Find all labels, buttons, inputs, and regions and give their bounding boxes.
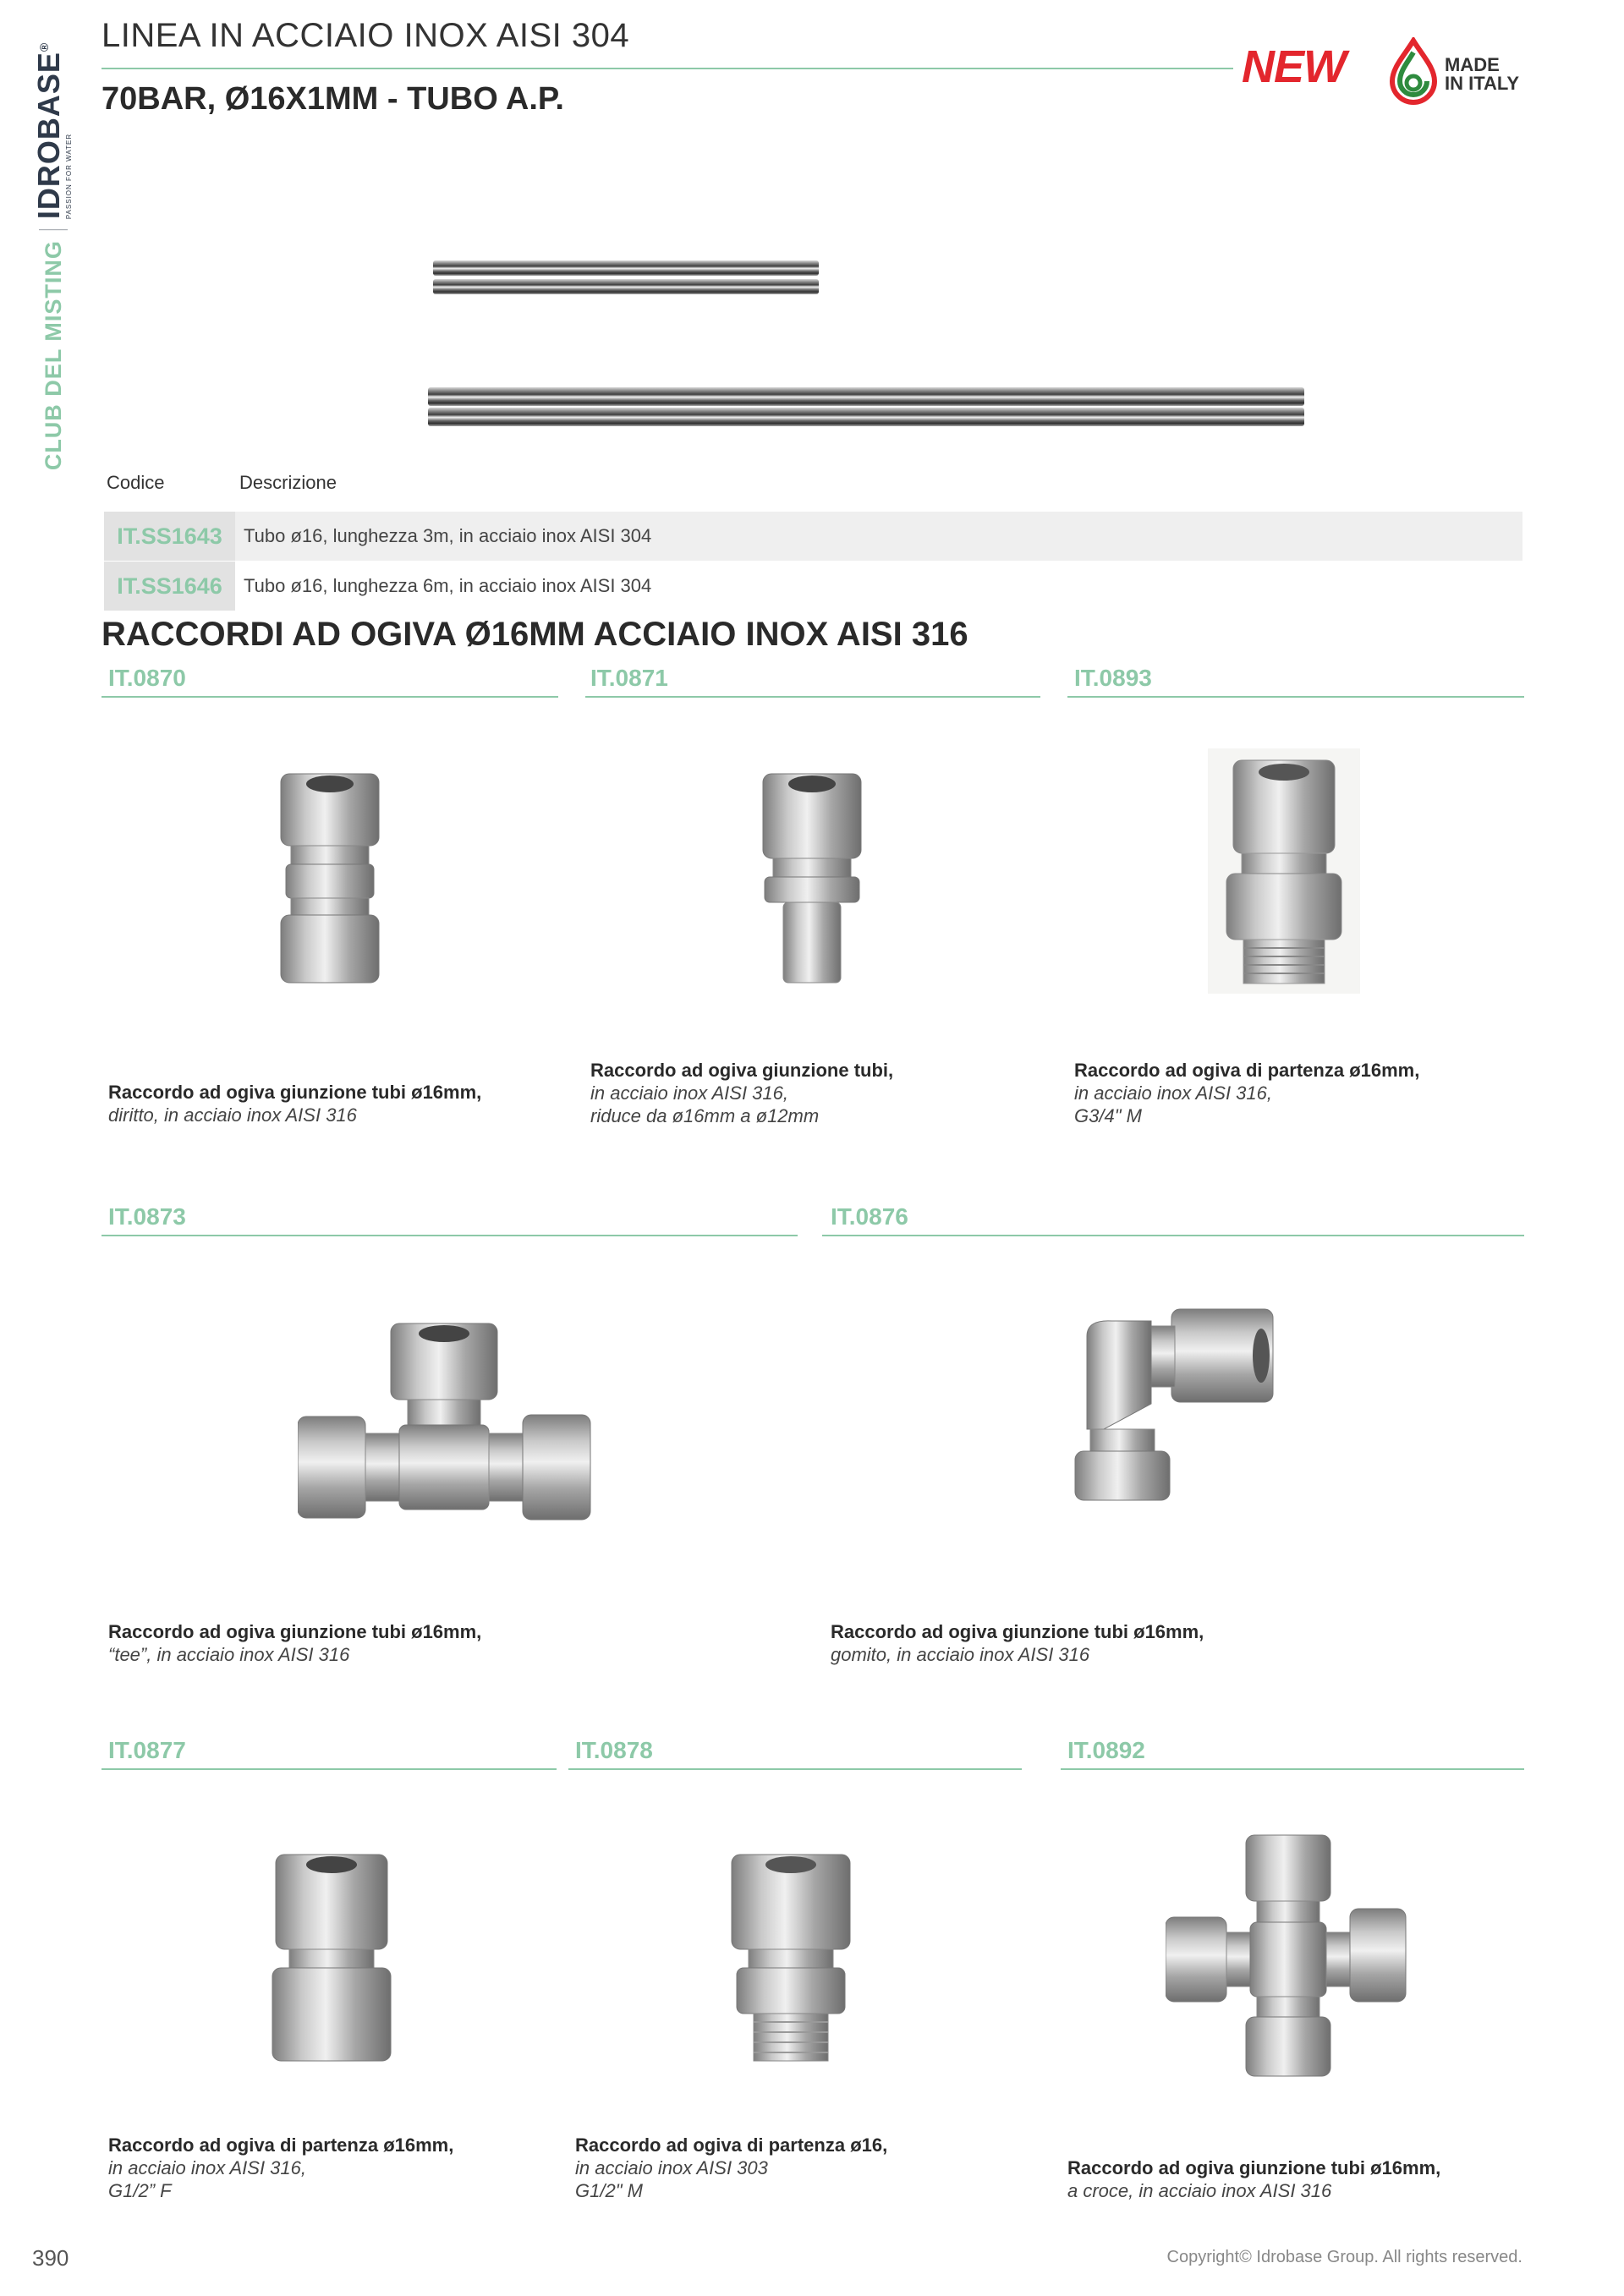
product-description: Tubo ø16, lunghezza 3m, in acciaio inox AISI 304	[244, 525, 652, 546]
product-desc-line: in acciaio inox AISI 316,	[1074, 1082, 1272, 1104]
product-desc-line: G3/4" M	[1074, 1105, 1142, 1126]
product-name: Raccordo ad ogiva giunzione tubi ø16mm,	[1067, 2157, 1441, 2178]
product-desc-line: G1/2” F	[108, 2180, 172, 2201]
product-description: Tubo ø16, lunghezza 6m, in acciaio inox AISI 304	[244, 575, 652, 596]
product-code: IT.SS1643	[104, 512, 235, 561]
product-code-it0893: IT.0893	[1074, 665, 1152, 691]
product-desc-line: diritto, in acciaio inox AISI 316	[108, 1104, 357, 1126]
brand-tagline: PASSION FOR WATER	[65, 133, 73, 220]
male-starter-half-inch-fitting-image	[723, 1848, 859, 2068]
product-desc-line: a croce, in acciaio inox AISI 316	[1067, 2180, 1332, 2201]
copyright-notice: Copyright© Idrobase Group. All rights reserved.	[1166, 2248, 1522, 2266]
side-brand	[31, 41, 74, 471]
brand-separator	[39, 229, 68, 230]
product-divider	[102, 696, 558, 698]
product-desc-line: in acciaio inox AISI 303	[575, 2157, 768, 2178]
product-divider	[102, 1235, 798, 1236]
product-code: IT.SS1646	[104, 562, 235, 611]
product-info-it0877	[108, 2134, 453, 2202]
category-divider	[102, 68, 1233, 69]
product-divider	[1067, 696, 1524, 698]
new-badge: NEW	[1242, 41, 1346, 92]
page-number: 390	[32, 2245, 69, 2271]
product-name: Raccordo ad ogiva giunzione tubi,	[590, 1060, 894, 1081]
product-divider	[568, 1768, 1022, 1770]
product-name: Raccordo ad ogiva giunzione tubi ø16mm,	[108, 1621, 482, 1642]
product-name: Raccordo ad ogiva di partenza ø16mm,	[1074, 1060, 1420, 1081]
made-in-italy-drop-icon	[1385, 37, 1441, 105]
product-code-it0876: IT.0876	[831, 1203, 908, 1230]
reducing-union-fitting-image	[753, 765, 871, 989]
product-code-it0878: IT.0878	[575, 1737, 653, 1763]
made-line-2: IN ITALY	[1445, 73, 1520, 94]
product-code-it0873: IT.0873	[108, 1203, 186, 1230]
product-name: Raccordo ad ogiva giunzione tubi ø16mm,	[831, 1621, 1204, 1642]
product-desc-line: in acciaio inox AISI 316,	[108, 2157, 306, 2178]
female-starter-fitting-image	[264, 1848, 399, 2068]
product-name: Raccordo ad ogiva di partenza ø16mm,	[108, 2134, 454, 2156]
male-starter-fitting-image	[1208, 748, 1360, 994]
product-divider	[822, 1235, 1524, 1236]
table-header-code: Codice	[107, 472, 165, 493]
product-divider	[1061, 1768, 1524, 1770]
product-name: Raccordo ad ogiva di partenza ø16,	[575, 2134, 888, 2156]
made-line-1: MADE	[1445, 54, 1500, 75]
product-desc-line: “tee”, in acciaio inox AISI 316	[108, 1644, 350, 1665]
product-info-it0870	[108, 1081, 481, 1126]
brand-name: IDROBASE	[31, 52, 66, 220]
product-desc-line: riduce da ø16mm a ø12mm	[590, 1105, 820, 1126]
product-code-it0870: IT.0870	[108, 665, 186, 691]
tee-fitting-image	[298, 1315, 598, 1526]
table-row	[104, 512, 1522, 561]
brand-logo	[31, 41, 73, 220]
elbow-fitting-image	[1070, 1302, 1277, 1505]
product-info-it0878	[575, 2134, 887, 2202]
section-title-tubes: 70BAR, Ø16X1MM - TUBO A.P.	[102, 81, 564, 117]
product-desc-line: G1/2" M	[575, 2180, 643, 2201]
table-header-description: Descrizione	[239, 472, 337, 493]
product-info-it0893	[1074, 1059, 1419, 1127]
product-info-it0892	[1067, 2156, 1440, 2202]
product-code-it0871: IT.0871	[590, 665, 668, 691]
product-name: Raccordo ad ogiva giunzione tubi ø16mm,	[108, 1082, 482, 1103]
product-info-it0871	[590, 1059, 893, 1127]
product-desc-line: gomito, in acciaio inox AISI 316	[831, 1644, 1090, 1665]
product-info-it0873	[108, 1620, 481, 1666]
section-title-fittings: RACCORDI AD OGIVA Ø16MM ACCIAIO INOX AISI 316	[102, 616, 968, 653]
club-label: CLUB DEL MISTING	[40, 240, 66, 471]
product-divider	[102, 1768, 557, 1770]
product-divider	[585, 696, 1040, 698]
category-title: LINEA IN ACCIAIO INOX AISI 304	[102, 17, 630, 54]
registered-mark: ®	[37, 41, 51, 52]
cross-fitting-image	[1166, 1831, 1411, 2080]
made-in-italy-text	[1445, 56, 1519, 93]
product-code-it0892: IT.0892	[1067, 1737, 1145, 1763]
product-code-it0877: IT.0877	[108, 1737, 186, 1763]
product-desc-line: in acciaio inox AISI 316,	[590, 1082, 788, 1104]
straight-union-fitting-image	[271, 765, 389, 989]
product-info-it0876	[831, 1620, 1204, 1666]
table-row	[104, 562, 1522, 611]
